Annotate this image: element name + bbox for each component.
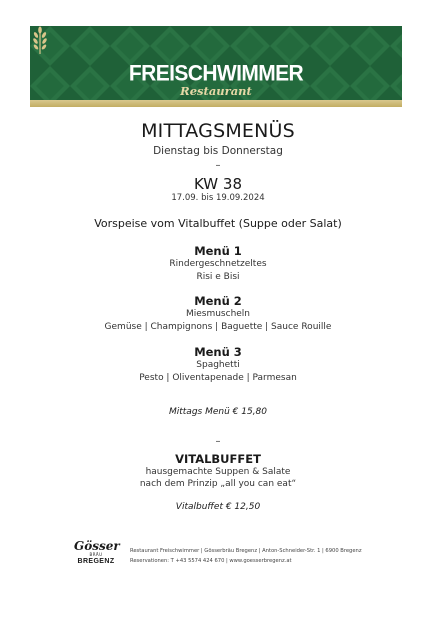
header-banner bbox=[30, 26, 402, 100]
wheat-icon bbox=[30, 26, 50, 54]
vitalbuffet-heading: VITALBUFFET bbox=[175, 452, 261, 466]
menu-line: Spaghetti bbox=[196, 360, 240, 370]
brand-name: FREISCHWIMMER bbox=[128, 61, 304, 86]
menu-line: Rindergeschnetzeltes bbox=[169, 259, 267, 269]
logo-sub: BRÄU bbox=[89, 552, 103, 557]
vitalbuffet-line: nach dem Prinzip „all you can eat“ bbox=[139, 479, 297, 489]
days-text: Dienstag bis Donnerstag bbox=[153, 145, 283, 157]
gold-divider bbox=[30, 100, 402, 107]
menu-line: Gemüse | Champignons | Baguette | Sauce Rouille bbox=[104, 322, 332, 332]
brand-subtitle: Restaurant bbox=[180, 84, 252, 98]
date-range: 17.09. bis 19.09.2024 bbox=[171, 193, 265, 203]
menu-price: Mittags Menü € 15,80 bbox=[168, 407, 268, 417]
separator-dash: – bbox=[215, 160, 221, 171]
logo-brand: Gösser bbox=[74, 539, 120, 553]
vitalbuffet-line: hausgemachte Suppen & Salate bbox=[145, 467, 291, 477]
goesser-logo bbox=[74, 540, 118, 566]
logo-location: BREGENZ bbox=[77, 558, 115, 565]
menu-line: Risi e Bisi bbox=[196, 272, 240, 282]
menu-heading: Menü 1 bbox=[194, 244, 242, 258]
starter-text: Vorspeise vom Vitalbuffet (Suppe oder Salat) bbox=[94, 217, 342, 230]
footer-contact: Reservationen: T +43 5574 424 670 | www.goesserbregenz.at bbox=[130, 558, 292, 564]
menu-heading: Menü 3 bbox=[194, 345, 242, 359]
footer-address: Restaurant Freischwimmer | Gösserbräu Bregenz | Anton-Schneider-Str. 1 | 6900 Bregenz bbox=[130, 548, 362, 554]
separator-dash: – bbox=[215, 436, 221, 447]
vitalbuffet-price: Vitalbuffet € 12,50 bbox=[175, 502, 261, 512]
menu-line: Pesto | Oliventapenade | Parmesan bbox=[139, 373, 297, 383]
page-title: MITTAGSMENÜS bbox=[141, 120, 295, 142]
menu-line: Miesmuscheln bbox=[185, 309, 251, 319]
menu-heading: Menü 2 bbox=[194, 294, 242, 308]
week-number: KW 38 bbox=[194, 175, 242, 193]
